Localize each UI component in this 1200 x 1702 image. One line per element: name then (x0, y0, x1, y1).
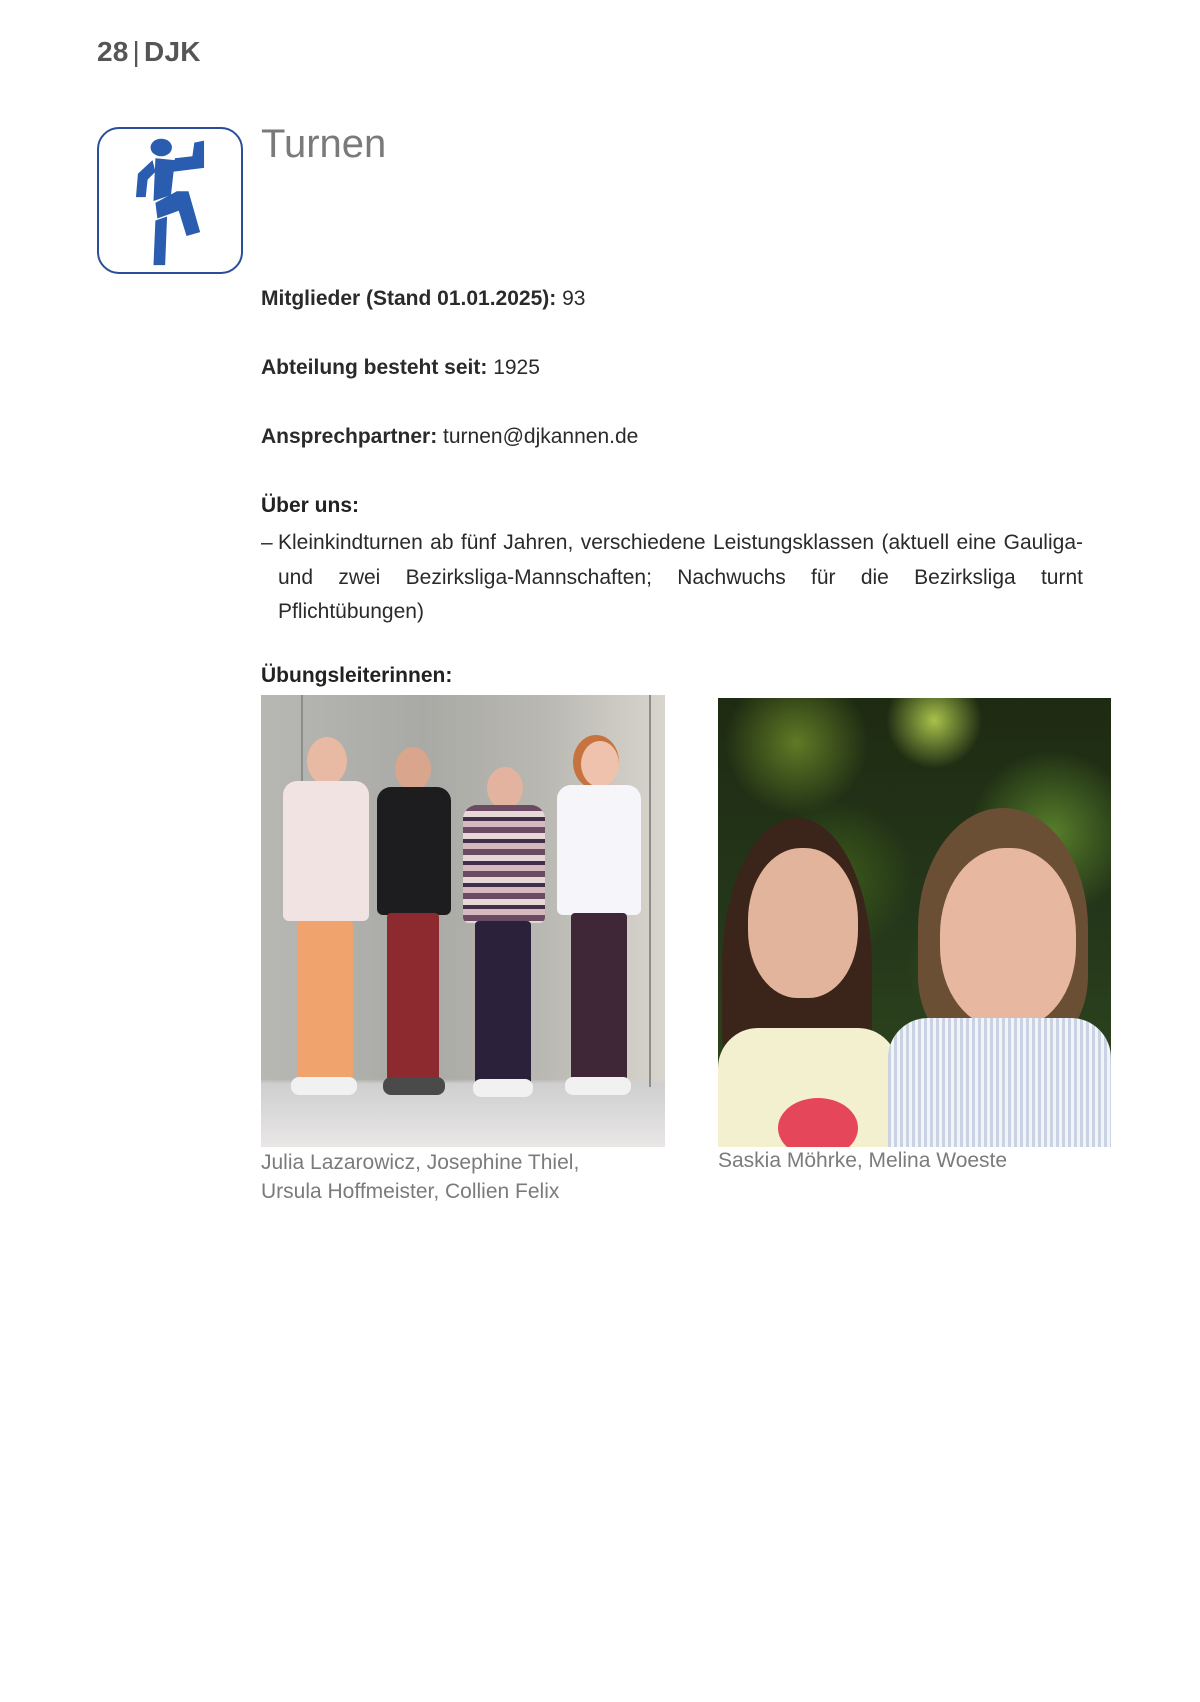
trainers-selfie-photo (718, 698, 1111, 1147)
person-face (748, 848, 858, 998)
page-number: 28 (97, 36, 129, 67)
gymnastics-figure-icon (97, 127, 243, 274)
caption-line: Ursula Hoffmeister, Collien Felix (261, 1180, 560, 1203)
person-figure (279, 737, 369, 1107)
header-separator: | (132, 36, 141, 67)
contact-label: Ansprechpartner: (261, 425, 438, 448)
about-heading: Über uns: (261, 494, 360, 517)
selfie-photo-caption (718, 1146, 1118, 1175)
person-figure (461, 767, 547, 1107)
members-label: Mitglieder (Stand 01.01.2025): (261, 287, 557, 310)
members-value: 93 (562, 287, 586, 310)
org-name: DJK (144, 36, 201, 67)
founded-label: Abteilung besteht seit: (261, 356, 488, 379)
section-title: Turnen (261, 122, 387, 166)
page-header (97, 36, 201, 68)
person-figure (373, 747, 453, 1107)
contact-email-link[interactable]: turnen@djkannen.de (443, 425, 639, 448)
trainers-heading: Übungsleiterinnen: (261, 664, 453, 687)
contact-fact (261, 425, 638, 449)
trainers-group-photo (261, 695, 665, 1147)
group-photo-caption (261, 1148, 665, 1206)
about-list (261, 526, 1083, 630)
wall-seam (649, 695, 651, 1087)
person-face (940, 848, 1076, 1028)
person-figure (555, 741, 643, 1107)
dash-bullet: – (261, 531, 273, 554)
about-list-item (261, 526, 1083, 630)
founded-value: 1925 (493, 356, 540, 379)
caption-line: Saskia Möhrke, Melina Woeste (718, 1149, 1008, 1172)
members-fact (261, 287, 585, 311)
about-item-text: Kleinkindturnen ab fünf Jahren, verschiedene Leistungsklassen (aktuell eine Gauliga- und zwei Bezirksliga-Mannschaften; Nachwuchs für die Bezirksliga turnt Pflichtübungen) (278, 531, 1083, 623)
person-shirt (888, 1018, 1111, 1147)
founded-fact (261, 356, 540, 380)
caption-line: Julia Lazarowicz, Josephine Thiel, (261, 1151, 580, 1174)
